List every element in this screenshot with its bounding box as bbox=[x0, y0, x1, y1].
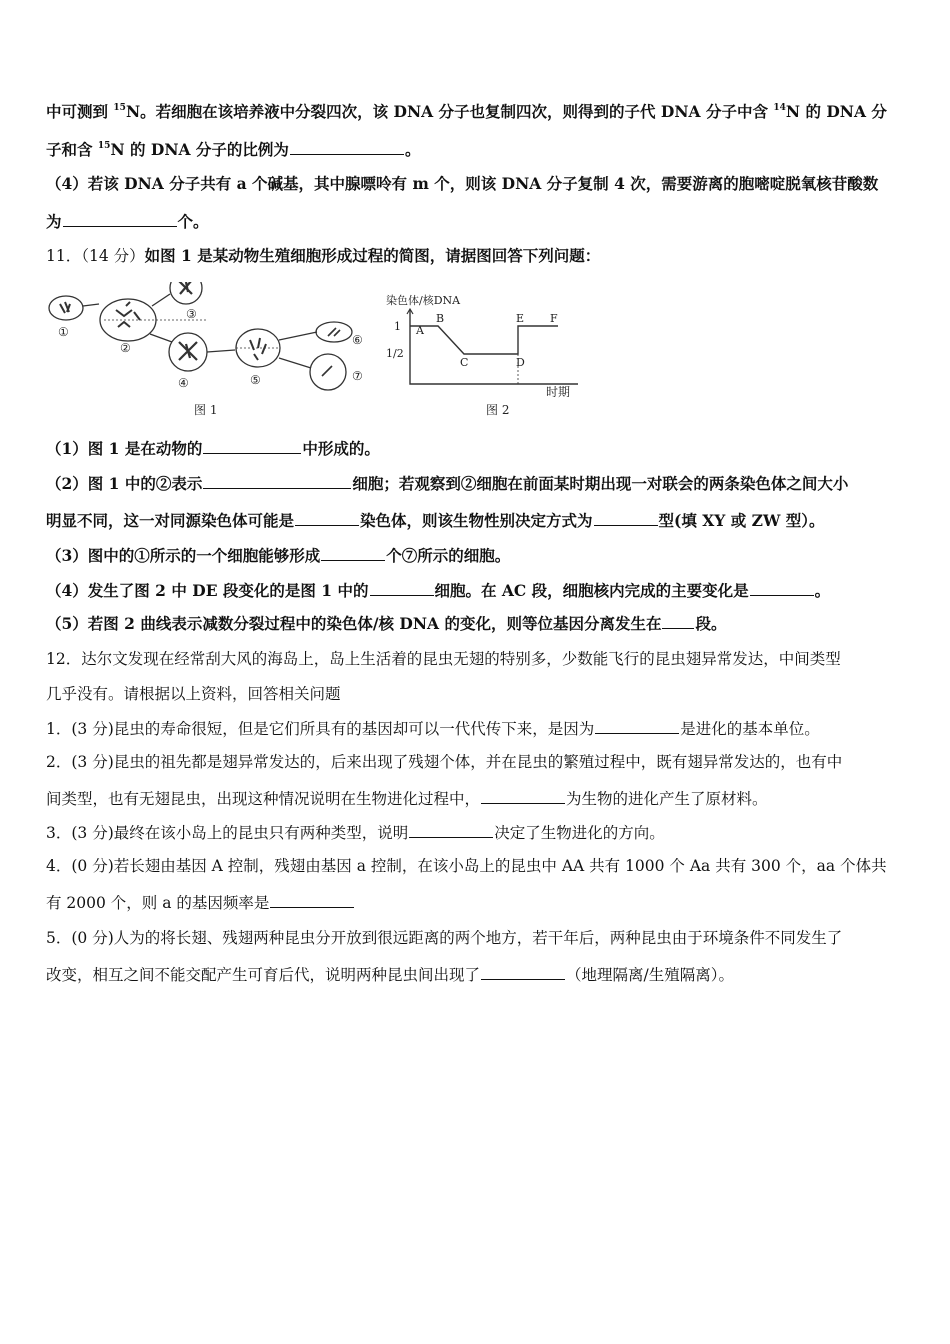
figure-1-cell-diagram bbox=[49, 282, 352, 390]
text: 明显不同，这一对同源染色体可能是 bbox=[46, 511, 295, 530]
text: 。 bbox=[814, 581, 831, 600]
q12-sub-2a: 2．(3 分)昆虫的祖先都是翅异常发达的，后来出现了残翅个体，并在昆虫的繁殖过程中，既有翅异常发达的，也有中 bbox=[46, 753, 843, 771]
answer-blank[interactable] bbox=[321, 545, 385, 561]
figure-svg bbox=[46, 282, 606, 422]
text: 段。 bbox=[695, 614, 727, 633]
q11-figures bbox=[46, 282, 606, 422]
chromosome-icon bbox=[116, 302, 140, 327]
q10-line-4 bbox=[46, 211, 906, 232]
answer-blank[interactable] bbox=[481, 788, 565, 804]
answer-blank[interactable] bbox=[290, 139, 404, 155]
answer-blank[interactable] bbox=[409, 822, 493, 838]
answer-blank[interactable] bbox=[270, 892, 354, 908]
label-6: ⑥ bbox=[352, 333, 363, 347]
q12-sub-2b bbox=[46, 788, 906, 809]
point-label-a: A bbox=[416, 324, 424, 337]
text: 细胞。在 AC 段，细胞核内完成的主要变化是 bbox=[434, 581, 749, 600]
data-line bbox=[410, 326, 558, 354]
superscript: 15 bbox=[97, 141, 111, 151]
q12-sub-5a: 5．(0 分)人为的将长翅、残翅两种昆虫分开放到很远距离的两个地方，若干年后，两种昆虫由于环境条件不同发生了 bbox=[46, 929, 843, 947]
q11-part-5 bbox=[46, 613, 906, 634]
text: 中可测到 bbox=[46, 102, 114, 121]
answer-blank[interactable] bbox=[63, 211, 177, 227]
text: 为生物的进化产生了原材料。 bbox=[566, 790, 768, 808]
text: （1）图 1 是在动物的 bbox=[46, 439, 203, 458]
point-label-d: D bbox=[516, 356, 525, 369]
answer-blank[interactable] bbox=[203, 438, 301, 454]
text: N 的 DNA 分 bbox=[785, 102, 887, 121]
q12-sub-3 bbox=[46, 822, 906, 843]
chromosome-icon bbox=[179, 342, 197, 360]
y-tick-half: 1/2 bbox=[386, 347, 404, 360]
superscript: 15 bbox=[113, 103, 126, 113]
arrow bbox=[150, 334, 172, 342]
point-label-f: F bbox=[550, 312, 558, 325]
text: 有 2000 个，则 a 的基因频率是 bbox=[46, 894, 270, 912]
label-1: ① bbox=[58, 325, 69, 339]
q11-part-3 bbox=[46, 545, 906, 566]
q10-line-3: （4）若该 DNA 分子共有 a 个碱基，其中腺嘌呤有 m 个，则该 DNA 分子复制 4 次，需要游离的胞嘧啶脱氧核苷酸数 bbox=[46, 174, 879, 193]
cell-1 bbox=[49, 296, 83, 320]
answer-blank[interactable] bbox=[203, 473, 351, 489]
point-label-c: C bbox=[460, 356, 469, 369]
text: 是进化的基本单位。 bbox=[680, 720, 820, 738]
text: 型(填 XY 或 ZW 型）。 bbox=[658, 511, 825, 530]
chromosome-icon bbox=[178, 282, 192, 294]
cell-6 bbox=[316, 322, 352, 342]
arrow bbox=[152, 294, 170, 306]
text: 为 bbox=[46, 212, 62, 231]
chromosome-icon bbox=[328, 328, 340, 336]
text: 间类型，也有无翅昆虫，出现这种情况说明在生物进化过程中， bbox=[46, 790, 481, 808]
label-7: ⑦ bbox=[352, 369, 363, 383]
answer-blank[interactable] bbox=[750, 580, 814, 596]
label-4: ④ bbox=[178, 376, 189, 390]
q11-part-1 bbox=[46, 438, 906, 459]
label-2: ② bbox=[120, 341, 131, 355]
text: （4）发生了图 2 中 DE 段变化的是图 1 中的 bbox=[46, 581, 369, 600]
answer-blank[interactable] bbox=[370, 580, 434, 596]
arrow bbox=[279, 358, 311, 368]
label-3: ③ bbox=[186, 307, 197, 321]
superscript: 14 bbox=[773, 103, 786, 113]
q12-sub-1 bbox=[46, 718, 906, 739]
point-label-b: B bbox=[436, 312, 445, 325]
arrow bbox=[207, 350, 235, 352]
cell-7 bbox=[310, 354, 346, 390]
figure-2-caption: 图 2 bbox=[486, 403, 510, 417]
chromosome-icon bbox=[250, 338, 266, 360]
arrow bbox=[279, 332, 317, 340]
figure-1-labels bbox=[58, 307, 363, 417]
question-number: 11．（14 分） bbox=[46, 247, 145, 265]
q11-part-2 bbox=[46, 473, 906, 494]
text: 改变，相互之间不能交配产生可育后代，说明两种昆虫间出现了 bbox=[46, 966, 481, 984]
point-label-e: E bbox=[516, 312, 525, 325]
q12-sub-4b bbox=[46, 892, 906, 913]
x-axis-label: 时期 bbox=[546, 385, 571, 399]
q11-part-4 bbox=[46, 580, 906, 601]
q10-line-2 bbox=[46, 139, 906, 160]
q11-heading bbox=[46, 246, 906, 266]
q12-intro-2: 几乎没有。请根据以上资料，回答相关问题 bbox=[46, 685, 341, 703]
text: N。若细胞在该培养液中分裂四次，该 DNA 分子也复制四次，则得到的子代 DNA 分子中含 bbox=[125, 102, 774, 121]
text: （3）图中的①所示的一个细胞能够形成 bbox=[46, 546, 321, 565]
text: 3．(3 分)最终在该小岛上的昆虫只有两种类型，说明 bbox=[46, 824, 409, 842]
text: 。 bbox=[404, 140, 421, 159]
text: 个⑦所示的细胞。 bbox=[386, 546, 511, 565]
q12-sub-5b bbox=[46, 964, 906, 985]
answer-blank[interactable] bbox=[595, 718, 679, 734]
text: 中形成的。 bbox=[302, 439, 380, 458]
arrow bbox=[83, 304, 99, 306]
question-text: 如图 1 是某动物生殖细胞形成过程的简图，请据图回答下列问题： bbox=[144, 246, 601, 265]
q12-sub-4a: 4．(0 分)若长翅由基因 A 控制，残翅由基因 a 控制，在该小岛上的昆虫中 AA 共有 1000 个 Aa 共有 300 个，aa 个体共 bbox=[46, 857, 887, 875]
y-axis-label: 染色体/核DNA bbox=[386, 294, 461, 307]
text: N 的 DNA 分子的比例为 bbox=[110, 140, 289, 159]
text: 子和含 bbox=[46, 140, 98, 159]
text: （5）若图 2 曲线表示减数分裂过程中的染色体/核 DNA 的变化，则等位基因分离发生在 bbox=[46, 614, 662, 633]
text: 染色体，则该生物性别决定方式为 bbox=[360, 511, 593, 530]
text: 决定了生物进化的方向。 bbox=[494, 824, 665, 842]
q10-line-1 bbox=[46, 102, 906, 122]
text: （地理隔离/生殖隔离）。 bbox=[566, 966, 734, 984]
answer-blank[interactable] bbox=[594, 510, 658, 526]
answer-blank[interactable] bbox=[295, 510, 359, 526]
chromosome-icon bbox=[322, 366, 332, 376]
label-5: ⑤ bbox=[250, 373, 261, 387]
q11-part-2b bbox=[46, 510, 906, 531]
text: （2）图 1 中的②表示 bbox=[46, 474, 203, 493]
answer-blank[interactable] bbox=[481, 964, 565, 980]
text: 个。 bbox=[177, 212, 209, 231]
figure-2-graph bbox=[386, 293, 578, 417]
chromosome-icon bbox=[60, 302, 70, 313]
q12-intro-1: 12．达尔文发现在经常刮大风的海岛上，岛上生活着的昆虫无翅的特别多，少数能飞行的昆虫翅异常发达，中间类型 bbox=[46, 650, 841, 668]
text: 1．(3 分)昆虫的寿命很短，但是它们所具有的基因却可以一代代传下来，是因为 bbox=[46, 720, 595, 738]
text: 细胞；若观察到②细胞在前面某时期出现一对联会的两条染色体之间大小 bbox=[352, 474, 849, 493]
y-tick-1: 1 bbox=[394, 320, 401, 333]
answer-blank[interactable] bbox=[662, 613, 694, 629]
figure-1-caption: 图 1 bbox=[194, 403, 218, 417]
